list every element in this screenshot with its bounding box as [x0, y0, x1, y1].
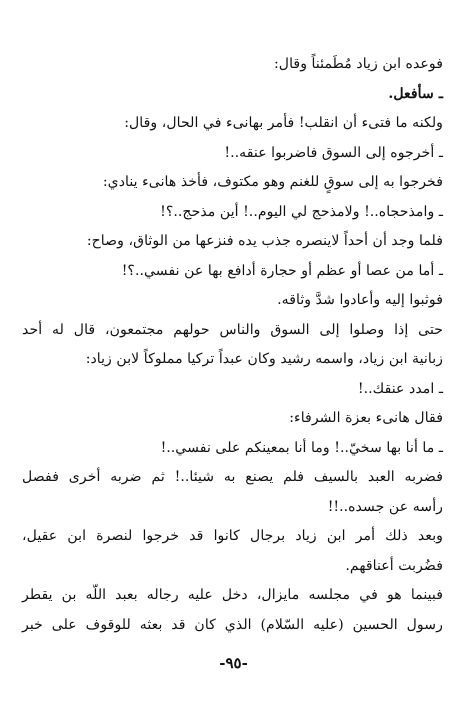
- text-line: ـ امدد عنقك..!: [357, 380, 443, 397]
- text-line: وبعد ذلك أمر ابن زياد برجال كانوا قد خرجوا لنصرة ابن عقيل،: [22, 528, 443, 544]
- text-line: ـ ما أنا بها سخيّ..! وما أنا بمعينكم على نفسي..!: [160, 439, 443, 456]
- text-line: ـ أخرجوه إلى السوق فاضربوا عنقه..!: [224, 144, 443, 161]
- text-line: فوعده ابن زياد مُطَمئناً وقال:: [274, 56, 443, 72]
- text-line: ـ وامذحجاه..! ولامذحج لي اليوم..! أين مذحج..؟!: [160, 203, 443, 220]
- text-line: فضربه العبد بالسيف فلم يصنع به شيئا..! ثم ضربه أخرى ففصل: [22, 469, 443, 485]
- page-body: [22, 50, 443, 640]
- text-line: ولكنه ما فتىء أن انقلب! فأمر بهانىء في الحال، وقال:: [124, 115, 443, 131]
- text-line: زبانية ابن زياد، واسمه رشيد وكان عبداً تركيا مملوكاً لابن زياد:: [85, 351, 443, 367]
- page-number: -٩٥-: [219, 654, 248, 672]
- text-line: ـ سأفعل.: [388, 85, 443, 102]
- text-line: حتى إذا وصلوا إلى السوق والناس حولهم مجتمعون، قال له أحد: [22, 321, 443, 338]
- text-line: فلما وجد أن أحداً لاينصره جذب يده فنزعها من الوثاق، وصاح:: [86, 233, 443, 249]
- text-line: رأسه عن جسده..!!: [327, 498, 443, 515]
- text-line: فضُربت أعناقهم.: [345, 557, 443, 574]
- text-line: فبينما هو في مجلسه مايزال، دخل عليه رجاله بعبد اللّه بن يقطر: [22, 587, 443, 603]
- text-line: رسول الحسين (عليه السّلام) الذي كان قد بعثه للوقوف على خبر: [22, 616, 443, 633]
- text-line: فوثبوا إليه وأعادوا شدَّ وثاقه.: [277, 292, 443, 308]
- text-line: فخرجوا به إلى سوقٍ للغنم وهو مكتوف، فأخذ هانىء ينادي:: [102, 174, 443, 190]
- text-line: فقال هانىء بعزة الشرفاء:: [289, 410, 443, 426]
- text-line: ـ أما من عصا أو عظم أو حجارة أدافع بها عن نفسي..؟!: [121, 262, 443, 279]
